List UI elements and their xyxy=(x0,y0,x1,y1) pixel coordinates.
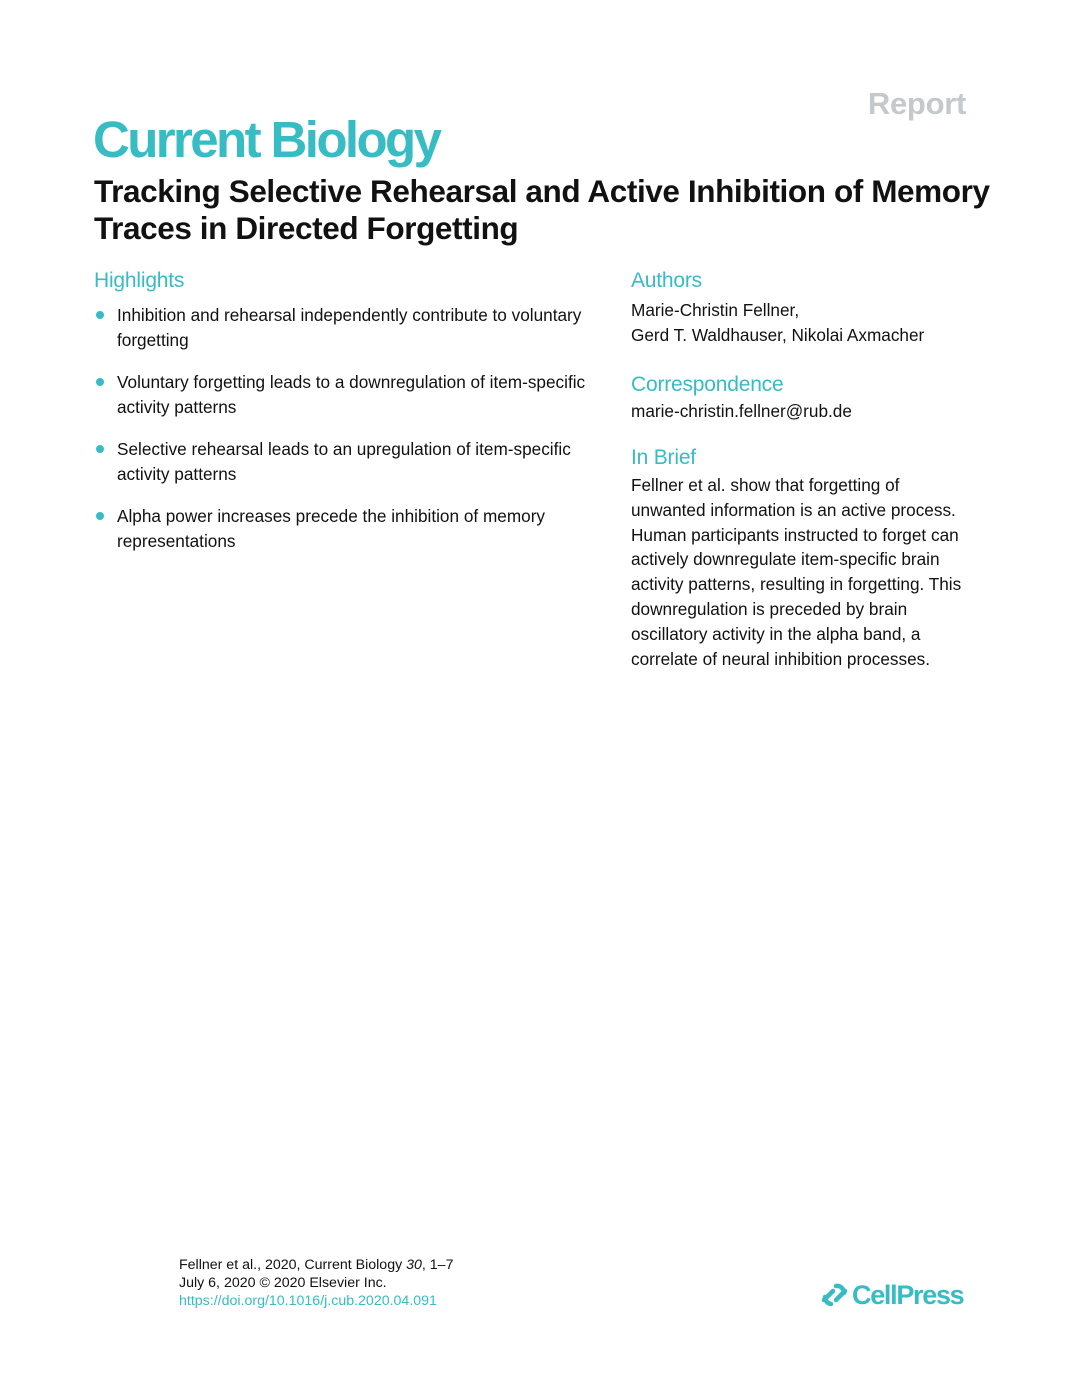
correspondence-heading: Correspondence xyxy=(631,373,784,396)
bullet-icon xyxy=(96,311,104,319)
citation-pages: , 1–7 xyxy=(421,1257,454,1273)
in-brief-heading: In Brief xyxy=(631,446,696,469)
highlight-text: Alpha power increases precede the inhibition of memory representations xyxy=(117,506,546,551)
cellpress-logo-text: CellPress xyxy=(852,1279,964,1310)
highlight-item xyxy=(94,303,614,353)
highlight-text: Voluntary forgetting leads to a downregulation of item-specific activity patterns xyxy=(117,372,586,417)
citation-date-copyright: July 6, 2020 © 2020 Elsevier Inc. xyxy=(179,1275,387,1291)
highlight-item xyxy=(94,437,614,487)
highlights-heading: Highlights xyxy=(94,269,185,292)
highlight-text: Inhibition and rehearsal independently contribute to voluntary forgetting xyxy=(117,305,582,350)
correspondence-section xyxy=(631,373,976,424)
authors-section xyxy=(631,269,976,348)
authors-list xyxy=(631,298,976,348)
highlight-text: Selective rehearsal leads to an upregulation of item-specific activity patterns xyxy=(117,439,571,484)
doi-link[interactable]: https://doi.org/10.1016/j.cub.2020.04.091 xyxy=(179,1293,437,1309)
highlight-item xyxy=(94,504,614,554)
highlight-item xyxy=(94,370,614,420)
authors-line-1: Marie-Christin Fellner, xyxy=(631,300,800,320)
journal-name: Current Biology xyxy=(93,111,440,168)
highlights-section xyxy=(94,269,614,571)
citation-line-1 xyxy=(179,1256,453,1274)
authors-line-2: Gerd T. Waldhauser, Nikolai Axmacher xyxy=(631,325,925,345)
report-label: Report xyxy=(867,86,966,121)
article-title: Tracking Selective Rehearsal and Active Inhibition of Memory Traces in Directed Forgetting xyxy=(94,173,990,246)
bullet-icon xyxy=(96,445,104,453)
highlights-list xyxy=(94,303,614,554)
citation-volume: 30 xyxy=(406,1257,422,1273)
cellpress-logo xyxy=(820,1278,963,1312)
authors-heading: Authors xyxy=(631,269,702,292)
citation-authors-year: Fellner et al., 2020, Current Biology xyxy=(179,1257,407,1273)
cellpress-logo-icon xyxy=(820,1280,850,1310)
bullet-icon xyxy=(96,378,104,386)
correspondence-email-link[interactable]: marie-christin.fellner@rub.de xyxy=(631,401,852,421)
citation-block xyxy=(179,1256,453,1310)
bullet-icon xyxy=(96,512,104,520)
summary-column xyxy=(631,269,976,671)
in-brief-section xyxy=(631,446,976,671)
in-brief-text: Fellner et al. show that forgetting of unwanted information is an active process. Human participants instructed to forget can actively downregulate item-specific brain activity patterns, resulting in forgetting. This downregulation is preceded by brain oscillatory activity in the alpha band, a correlate of neural inhibition processes. xyxy=(631,475,962,669)
